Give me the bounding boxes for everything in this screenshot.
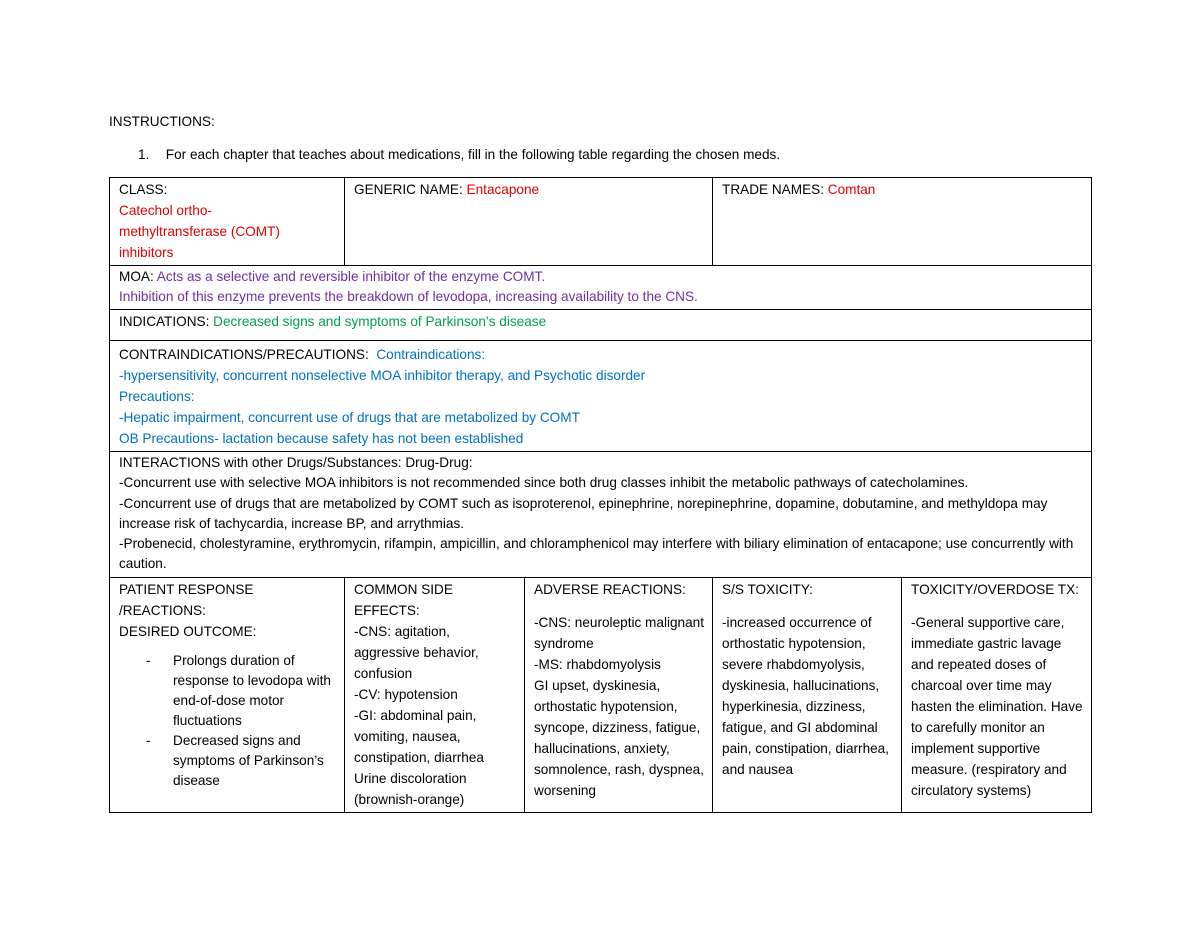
indications-row — [110, 310, 1092, 341]
desired-outcome-label: DESIRED OUTCOME: — [119, 623, 257, 639]
side-effect-line: Urine discoloration (brownish-orange) — [354, 770, 467, 807]
adverse-line: -MS: rhabdomyolysis — [534, 656, 661, 672]
moa-cell — [110, 266, 1092, 310]
adverse-reactions-cell — [525, 577, 713, 812]
generic-value: Entacapone — [466, 182, 540, 197]
class-value: Catechol ortho-methyltransferase (COMT) inhibitors — [119, 203, 280, 260]
instructions-heading: INSTRUCTIONS: — [109, 114, 215, 129]
generic-name-cell — [345, 178, 713, 266]
adverse-line: GI upset, dyskinesia, orthostatic hypotension, syncope, dizziness, fatigue, hallucinations, anxiety, somnolence, rash, dyspnea, worsening — [534, 677, 705, 798]
header-row — [110, 178, 1092, 266]
interactions-line3: -Probenecid, cholestyramine, erythromycin, rifampin, ampicillin, and chloramphenicol may interfere with biliary elimination of entacapone; use concurrently with caution. — [119, 536, 1074, 572]
contraindications-row — [110, 341, 1092, 452]
side-effect-line: -CNS: agitation, aggressive behavior, confusion — [354, 623, 479, 681]
toxicity-label: S/S TOXICITY: — [722, 581, 813, 597]
patient-response-label1: PATIENT RESPONSE — [119, 581, 254, 597]
adverse-line: -CNS: neuroleptic malignant syndrome — [534, 614, 705, 651]
adverse-label: ADVERSE REACTIONS: — [534, 581, 686, 597]
instruction-text: For each chapter that teaches about medications, fill in the following table regarding the chosen meds. — [165, 147, 781, 162]
toxicity-signs-cell — [713, 577, 902, 812]
indications-cell — [110, 310, 1092, 341]
medication-table — [109, 177, 1092, 813]
instruction-item — [138, 146, 780, 164]
moa-line1: Acts as a selective and reversible inhibitor of the enzyme COMT. — [156, 269, 546, 284]
contra-label: CONTRAINDICATIONS/PRECAUTIONS: — [119, 347, 369, 362]
trade-label: TRADE NAMES: — [722, 182, 824, 197]
indications-value: Decreased signs and symptoms of Parkinson’s disease — [213, 314, 547, 329]
toxicity-text: -increased occurrence of orthostatic hypotension, severe rhabdomyolysis, dyskinesia, hallucinations, hyperkinesia, dizziness, fatigue, and GI abdominal pain, constipation, diarrhea, and nausea — [722, 614, 890, 777]
interactions-line2: -Concurrent use of drugs that are metabolized by COMT such as isoproterenol, epinephrine, norepinephrine, dopamine, dobutamine, and methyldopa may increase risk of tachycardia, increase BP, and arrythmias. — [119, 495, 1048, 531]
interactions-row — [110, 452, 1092, 578]
trade-names-cell — [713, 178, 1092, 266]
common-side-effects-cell — [345, 577, 525, 812]
moa-line2: Inhibition of this enzyme prevents the breakdown of levodopa, increasing availability to the CNS. — [119, 289, 698, 304]
contraindications-cell — [110, 341, 1092, 452]
ob-precautions: OB Precautions- lactation because safety has not been established — [119, 431, 524, 446]
interactions-label: INTERACTIONS with other Drugs/Substances: Drug-Drug: — [119, 455, 473, 470]
generic-label: GENERIC NAME: — [354, 182, 463, 197]
moa-label: MOA: — [119, 269, 154, 284]
side-effects-label: COMMON SIDE EFFECTS: — [354, 581, 453, 618]
precautions-text: -Hepatic impairment, concurrent use of drugs that are metabolized by COMT — [119, 410, 580, 425]
desired-outcome-list — [119, 651, 335, 791]
class-label: CLASS: — [119, 182, 168, 197]
overdose-label: TOXICITY/OVERDOSE TX: — [911, 581, 1079, 597]
overdose-tx-cell — [902, 577, 1092, 812]
side-effect-line: -CV: hypotension — [354, 686, 458, 702]
overdose-text: -General supportive care, immediate gastric lavage and repeated doses of charcoal over time may hasten the elimination. Have to carefully monitor an implement supportive measure. (respiratory and circulatory systems) — [911, 614, 1083, 798]
list-item: - Prolongs duration of response to levodopa with end-of-dose motor fluctuations — [146, 652, 331, 728]
dash-bullet: - — [146, 652, 151, 668]
precautions-label: Precautions: — [119, 389, 195, 404]
list-item: - Decreased signs and symptoms of Parkinson’s disease — [146, 732, 324, 788]
moa-row — [110, 266, 1092, 310]
interactions-line1: -Concurrent use with selective MOA inhibitors is not recommended since both drug classes inhibit the metabolic pathways of catecholamines. — [119, 475, 969, 491]
instruction-number: 1. — [138, 147, 150, 162]
class-cell — [110, 178, 345, 266]
dash-bullet: - — [146, 732, 151, 748]
contra-sub-label: Contraindications: — [376, 347, 486, 362]
trade-value: Comtan — [827, 182, 876, 197]
patient-response-cell — [110, 577, 345, 812]
side-effect-line: -GI: abdominal pain, vomiting, nausea, constipation, diarrhea — [354, 707, 484, 765]
contra-text: -hypersensitivity, concurrent nonselective MOA inhibitor therapy, and Psychotic disorder — [119, 368, 646, 383]
indications-label: INDICATIONS: — [119, 314, 210, 329]
patient-response-label2: /REACTIONS: — [119, 602, 206, 618]
bottom-row — [110, 577, 1092, 812]
interactions-cell — [110, 452, 1092, 578]
